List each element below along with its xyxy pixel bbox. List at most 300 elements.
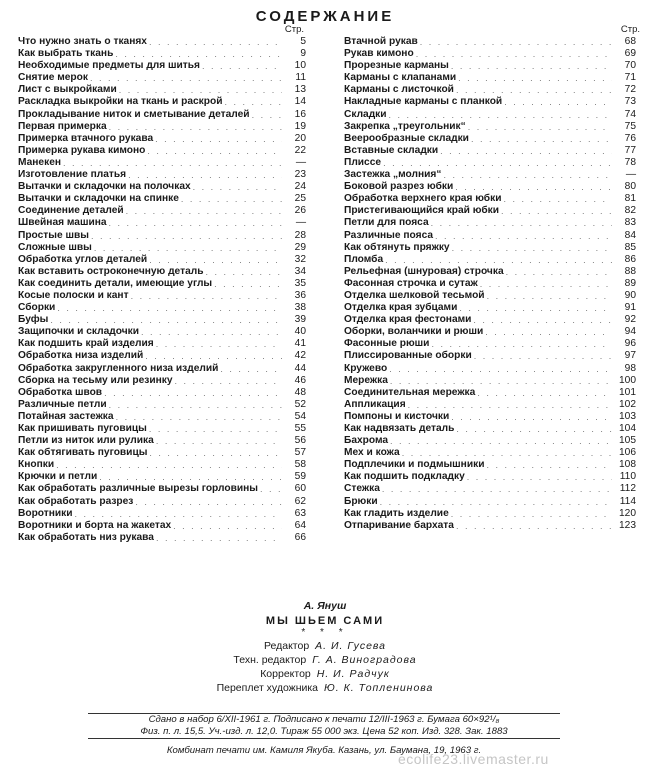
toc-entry-page: 69: [624, 48, 636, 60]
leader-dots: [224, 96, 282, 108]
toc-entry: [18, 411, 306, 423]
leader-dots: [91, 230, 282, 242]
toc-entry: [18, 399, 306, 411]
toc-entry-title: Карманы с клапанами: [344, 72, 457, 84]
toc-entry: [18, 72, 306, 84]
toc-entry-page: 40: [294, 326, 306, 338]
toc-entry-title: Накладные карманы с планкой: [344, 96, 503, 108]
toc-entry: [344, 48, 636, 60]
toc-entry: [344, 84, 636, 96]
toc-entry: [18, 338, 306, 350]
toc-entry: [18, 496, 306, 508]
toc-entry-page: 63: [294, 507, 306, 519]
toc-entry: [344, 230, 636, 242]
toc-entry-page: 89: [624, 277, 636, 289]
toc-entry-page: 19: [294, 120, 306, 132]
toc-entry: [344, 266, 636, 278]
leader-dots: [202, 60, 282, 72]
toc-entry-page: 80: [624, 181, 636, 193]
toc-entry-page: 78: [624, 156, 636, 168]
toc-entry-page: 97: [624, 350, 636, 362]
leader-dots: [408, 399, 612, 411]
leader-dots: [156, 338, 282, 350]
leader-dots: [57, 302, 282, 314]
toc-entry-title: Прокладывание ниток и сметывание деталей: [18, 108, 250, 120]
toc-entry: [344, 254, 636, 266]
toc-entry: [344, 145, 636, 157]
book-credits: [0, 600, 650, 694]
toc-entry-title: Кружево: [344, 362, 388, 374]
toc-entry-page: 85: [624, 241, 636, 253]
toc-entry-title: Как вставить остроконечную деталь: [18, 265, 204, 277]
toc-entry-title: Как обработать низ рукава: [18, 531, 154, 543]
leader-dots: [485, 326, 612, 338]
toc-entry: [344, 314, 636, 326]
toc-entry: [18, 532, 306, 544]
toc-entry: [344, 193, 636, 205]
toc-entry: [344, 447, 636, 459]
leader-dots: [487, 290, 612, 302]
toc-entry: [344, 121, 636, 133]
toc-entry-page: 34: [294, 265, 306, 277]
bottom-rule: [88, 738, 560, 739]
toc-entry-page: 55: [294, 423, 306, 434]
toc-entry-page: 73: [624, 96, 636, 108]
toc-entry: [18, 60, 306, 72]
toc-entry-title: Фасонная строчка и сутаж: [344, 277, 478, 289]
leader-dots: [459, 302, 612, 314]
toc-entry-title: Различные пояса: [344, 229, 434, 241]
toc-entry: [18, 48, 306, 60]
toc-entry: [344, 96, 636, 108]
toc-entry: [344, 72, 636, 84]
toc-entry: [18, 520, 306, 532]
toc-entry-page: 74: [624, 108, 636, 120]
toc-entry: [344, 338, 636, 350]
leader-dots: [252, 109, 282, 121]
toc-entry-page: 16: [294, 108, 306, 120]
toc-entry-title: Обработка низа изделий: [18, 350, 144, 362]
toc-entry-title: Как выбрать ткань: [18, 48, 114, 60]
toc-entry-title: Как гладить изделие: [344, 507, 449, 519]
toc-entry-title: Первая примерка: [18, 120, 107, 132]
toc-entry-page: 20: [294, 132, 306, 144]
toc-left-list: [18, 36, 306, 544]
toc-entry-page: 22: [294, 144, 306, 156]
toc-entry-title: Кнопки: [18, 459, 55, 471]
toc-entry: [344, 459, 636, 471]
leader-dots: [380, 496, 612, 508]
toc-entry: [18, 169, 306, 181]
toc-entry: [18, 363, 306, 375]
leader-dots: [443, 169, 612, 181]
toc-entry-page: 81: [624, 193, 636, 205]
toc-entry: [18, 266, 306, 278]
toc-entry-page: 110: [619, 471, 636, 483]
toc-entry-title: Как подшить подкладку: [344, 471, 465, 483]
toc-entry: [344, 60, 636, 72]
toc-entry: [344, 471, 636, 483]
toc-entry-title: Мережка: [344, 374, 388, 386]
toc-entry-page: 57: [294, 447, 306, 459]
toc-entry-page: 90: [624, 289, 636, 301]
toc-entry-page: —: [295, 156, 306, 168]
leader-dots: [389, 109, 612, 121]
toc-entry: [18, 242, 306, 254]
toc-entry: [344, 375, 636, 387]
leader-dots: [456, 520, 612, 532]
leader-dots: [474, 350, 612, 362]
toc-entry-title: Плиссированные оборки: [344, 350, 472, 362]
toc-entry: [344, 508, 636, 520]
toc-right-list: [344, 36, 636, 532]
staff-row: [0, 668, 650, 680]
leader-dots: [431, 217, 612, 229]
toc-entry: [18, 459, 306, 471]
toc-entry-page: 76: [624, 132, 636, 144]
leader-dots: [173, 520, 282, 532]
leader-dots: [383, 157, 612, 169]
imprint-line-2: Физ. п. л. 15,5. Уч.-изд. л. 12,0. Тираж 55 000 экз. Цена 52 коп. Изд. 328. Зак. 1883: [140, 726, 508, 737]
leader-dots: [205, 266, 282, 278]
leader-dots: [506, 266, 612, 278]
toc-entry-page: 94: [624, 326, 636, 338]
leader-dots: [109, 121, 282, 133]
toc-entry-page: 77: [624, 144, 636, 156]
leader-dots: [471, 133, 612, 145]
toc-entry: [344, 302, 636, 314]
toc-entry-title: Как обтянуть пряжку: [344, 241, 450, 253]
toc-entry-title: Различные петли: [18, 398, 107, 410]
toc-entry: [18, 423, 306, 435]
leader-dots: [451, 60, 612, 72]
toc-entry: [344, 520, 636, 532]
toc-entry-page: 26: [294, 205, 306, 217]
toc-entry-page: 102: [619, 398, 636, 410]
toc-entry-title: Складки: [344, 108, 387, 120]
leader-dots: [94, 242, 282, 254]
leader-dots: [99, 471, 282, 483]
toc-entry-title: Пристегивающийся край юбки: [344, 205, 499, 217]
toc-entry-title: Соединение деталей: [18, 205, 124, 217]
toc-entry-page: 14: [294, 96, 306, 108]
toc-entry-page: 88: [624, 265, 636, 277]
leader-dots: [468, 121, 612, 133]
toc-entry-page: 28: [294, 229, 306, 241]
toc-entry-page: 5: [300, 36, 306, 47]
staff-row: [0, 640, 650, 652]
toc-entry-title: Плиссе: [344, 156, 382, 168]
toc-entry: [18, 157, 306, 169]
toc-entry: [18, 181, 306, 193]
toc-entry-title: Воротники и борта на жакетах: [18, 519, 172, 531]
toc-entry-page: 114: [619, 495, 636, 507]
imprint-line-1: Сдано в набор 6/XII-1961 г. Подписано к печати 12/III-1963 г. Бумага 60×92¹/₈: [148, 714, 500, 725]
toc-entry-title: Как обработать разрез: [18, 495, 134, 507]
toc-entry-title: Вытачки и складочки на спинке: [18, 193, 179, 205]
leader-dots: [473, 314, 612, 326]
toc-entry-page: 46: [294, 374, 306, 386]
toc-entry-title: Фасонные рюши: [344, 338, 430, 350]
toc-entry: [344, 217, 636, 229]
toc-entry-title: Обработка швов: [18, 386, 103, 398]
leader-dots: [480, 278, 612, 290]
toc-entry-title: Боковой разрез юбки: [344, 181, 454, 193]
toc-entry-title: Соединительная мережка: [344, 386, 476, 398]
staff-list: [0, 640, 650, 694]
toc-entry-page: 86: [624, 253, 636, 265]
leader-dots: [56, 459, 282, 471]
toc-entry: [344, 399, 636, 411]
leader-dots: [451, 411, 612, 423]
staff-row: [0, 654, 650, 666]
toc-entry-title: Вставные складки: [344, 144, 439, 156]
leader-dots: [440, 145, 612, 157]
leader-dots: [156, 532, 282, 544]
toc-entry-page: 103: [619, 410, 636, 422]
toc-entry-page: 66: [294, 531, 306, 543]
staff-role: Корректор: [260, 668, 311, 680]
leader-dots: [389, 363, 612, 375]
toc-entry-title: Сборка на тесьму или резинку: [18, 374, 173, 386]
leader-dots: [193, 181, 282, 193]
toc-entry: [18, 326, 306, 338]
toc-entry-title: Карманы с листочкой: [344, 84, 454, 96]
toc-entry-page: 54: [294, 410, 306, 422]
toc-entry: [18, 508, 306, 520]
toc-entry-page: 52: [294, 398, 306, 410]
leader-dots: [416, 48, 612, 60]
toc-entry: [344, 496, 636, 508]
toc-entry: [344, 363, 636, 375]
toc-entry: [344, 205, 636, 217]
toc-entry-page: 91: [624, 302, 636, 314]
leader-dots: [175, 375, 282, 387]
toc-entry-title: Бахрома: [344, 435, 389, 447]
leader-dots: [402, 447, 612, 459]
toc-entry-page: 108: [619, 459, 636, 471]
staff-person: Н. И. Радчук: [316, 668, 390, 680]
leader-dots: [477, 387, 612, 399]
toc-entry-page: 96: [624, 338, 636, 350]
toc-entry-title: Мех и кожа: [344, 447, 400, 459]
toc-entry: [18, 96, 306, 108]
toc-entry-page: 9: [300, 48, 306, 60]
leader-dots: [420, 36, 612, 48]
toc-entry-title: Снятие мерок: [18, 72, 88, 84]
page-column-label: Стр.: [620, 24, 640, 35]
toc-entry: [18, 375, 306, 387]
toc-entry-title: Примерка рукава кимоно: [18, 144, 146, 156]
leader-dots: [109, 217, 282, 229]
leader-dots: [149, 36, 282, 48]
toc-entry-title: Как обтягивать пуговицы: [18, 447, 148, 459]
toc-entry: [18, 278, 306, 290]
toc-entry: [18, 483, 306, 495]
toc-entry-page: 24: [294, 181, 306, 193]
toc-entry: [18, 302, 306, 314]
toc-entry-page: 13: [294, 84, 306, 96]
toc-entry-page: 60: [294, 483, 306, 495]
leader-dots: [455, 181, 612, 193]
toc-entry-page: 84: [624, 229, 636, 241]
toc-entry: [344, 387, 636, 399]
toc-entry-title: Отделка края фестонами: [344, 314, 472, 326]
toc-entry: [18, 121, 306, 133]
toc-entry-page: 56: [294, 435, 306, 447]
leader-dots: [147, 145, 282, 157]
staff-role: Переплет художника: [216, 682, 319, 694]
page-column-label: Стр.: [284, 24, 304, 35]
toc-entry-page: 58: [294, 459, 306, 471]
leader-dots: [63, 157, 282, 169]
toc-entry-page: 71: [624, 72, 636, 84]
leader-dots: [135, 496, 282, 508]
leader-dots: [109, 399, 282, 411]
toc-entry-page: —: [625, 169, 636, 181]
toc-entry-page: 62: [294, 495, 306, 507]
toc-entry-title: Как надвязать деталь: [344, 423, 455, 434]
toc-entry: [18, 84, 306, 96]
toc-entry-title: Как пришивать пуговицы: [18, 423, 147, 434]
toc-entry-page: 23: [294, 169, 306, 181]
toc-entry: [18, 217, 306, 229]
toc-entry-title: Необходимые предметы для шитья: [18, 60, 201, 72]
toc-heading: СОДЕРЖАНИЕ: [255, 8, 395, 25]
toc-entry-title: Отделка края зубцами: [344, 302, 458, 314]
toc-entry-title: Крючки и петли: [18, 471, 98, 483]
printer-line: Комбинат печати им. Камиля Якуба. Казань, ул. Баумана, 19, 1963 г.: [166, 745, 482, 756]
staff-person: Г. А. Виноградова: [312, 654, 417, 666]
toc-entry-page: 123: [619, 519, 636, 531]
toc-entry-title: Пломба: [344, 253, 384, 265]
toc-entry-title: Аппликация: [344, 398, 406, 410]
leader-dots: [431, 338, 612, 350]
staff-person: А. И. Гусева: [315, 640, 387, 652]
toc-entry-title: Отпаривание бархата: [344, 519, 454, 531]
leader-dots: [116, 411, 282, 423]
leader-dots: [181, 193, 282, 205]
leader-dots: [119, 84, 282, 96]
staff-role: Редактор: [263, 640, 310, 652]
toc-entry-title: Сборки: [18, 302, 56, 314]
toc-entry-title: Веерообразные складки: [344, 132, 469, 144]
toc-entry: [18, 193, 306, 205]
toc-left-column: [18, 24, 306, 544]
watermark: ecolife23.livemaster.ru: [398, 751, 549, 767]
toc-entry: [344, 326, 636, 338]
toc-entry: [344, 350, 636, 362]
toc-entry: [18, 471, 306, 483]
toc-entry-page: 41: [294, 338, 306, 350]
toc-entry-page: 44: [294, 362, 306, 374]
toc-entry: [344, 278, 636, 290]
toc-entry: [344, 435, 636, 447]
toc-entry-page: 82: [624, 205, 636, 217]
toc-entry-title: Раскладка выкройки на ткань и раскрой: [18, 96, 223, 108]
toc-entry-page: 98: [624, 362, 636, 374]
leader-dots: [390, 435, 612, 447]
leader-dots: [149, 423, 282, 435]
leader-dots: [156, 435, 282, 447]
leader-dots: [501, 205, 612, 217]
leader-dots: [435, 230, 612, 242]
toc-entry: [18, 145, 306, 157]
toc-entry-page: 64: [294, 519, 306, 531]
leader-dots: [486, 459, 612, 471]
toc-entry-title: Как соединить детали, имеющие углы: [18, 277, 213, 289]
toc-entry: [18, 230, 306, 242]
toc-entry: [18, 109, 306, 121]
toc-entry-title: Потайная застежка: [18, 410, 114, 422]
toc-entry: [18, 133, 306, 145]
leader-dots: [141, 326, 282, 338]
toc-entry: [18, 36, 306, 48]
toc-entry-page: 75: [624, 120, 636, 132]
leader-dots: [104, 387, 282, 399]
toc-entry-page: 29: [294, 241, 306, 253]
leader-dots: [456, 84, 612, 96]
toc-entry-page: 48: [294, 386, 306, 398]
toc-entry-title: Косые полоски и кант: [18, 289, 129, 301]
toc-entry: [344, 423, 636, 435]
toc-entry: [344, 483, 636, 495]
author-name: А. Януш: [303, 600, 347, 612]
leader-dots: [90, 72, 282, 84]
leader-dots: [458, 72, 612, 84]
separator-stars: * * *: [301, 627, 349, 638]
toc-entry-title: Изготовление платья: [18, 169, 127, 181]
toc-entry: [344, 242, 636, 254]
leader-dots: [451, 508, 612, 520]
staff-row: [0, 682, 650, 694]
toc-entry-title: Стежка: [344, 483, 380, 495]
toc-entry: [344, 181, 636, 193]
toc-entry-page: 100: [619, 374, 636, 386]
toc-entry-title: Защипочки и складочки: [18, 326, 139, 338]
leader-dots: [50, 314, 282, 326]
leader-dots: [385, 254, 612, 266]
staff-role: Техн. редактор: [233, 654, 307, 666]
toc-entry-title: Вытачки и складочки на полочках: [18, 181, 191, 193]
toc-entry-page: 112: [619, 483, 636, 495]
toc-entry: [18, 205, 306, 217]
toc-entry: [18, 314, 306, 326]
leader-dots: [390, 375, 612, 387]
toc-entry: [344, 36, 636, 48]
toc-entry-page: 32: [294, 253, 306, 265]
toc-entry-title: Застежка „молния“: [344, 169, 442, 181]
leader-dots: [145, 350, 282, 362]
toc-entry-page: 25: [294, 193, 306, 205]
toc-entry: [344, 133, 636, 145]
toc-entry-title: Манекен: [18, 156, 62, 168]
leader-dots: [75, 508, 282, 520]
leader-dots: [115, 48, 282, 60]
leader-dots: [220, 363, 282, 375]
toc-entry-title: Как подшить край изделия: [18, 338, 154, 350]
leader-dots: [504, 96, 612, 108]
toc-entry-title: Рельефная (шнуровая) строчка: [344, 265, 504, 277]
leader-dots: [260, 483, 282, 495]
toc-entry-page: 106: [619, 447, 636, 459]
toc-entry-title: Оборки, воланчики и рюши: [344, 326, 484, 338]
toc-entry-page: 92: [624, 314, 636, 326]
toc-entry: [344, 157, 636, 169]
toc-entry: [344, 411, 636, 423]
toc-entry-page: 59: [294, 471, 306, 483]
toc-entry-title: Обработка верхнего края юбки: [344, 193, 502, 205]
